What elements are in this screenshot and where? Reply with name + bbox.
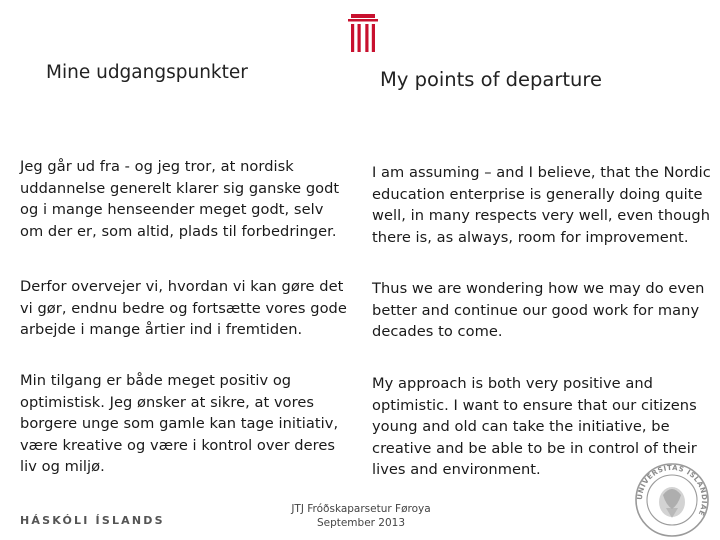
university-wordmark: HÁSKÓLI ÍSLANDS (20, 514, 165, 527)
text-line: creative and be able to be in control of their (372, 439, 697, 457)
text-line: My approach is both very positive and (372, 375, 653, 392)
paragraph-english-1 (372, 162, 711, 248)
text-line: optimistic. I want to ensure that our citizens (372, 396, 697, 414)
text-line: education enterprise is generally doing quite (372, 185, 703, 203)
text-line: lives and environment. (372, 461, 541, 479)
footer-credit (286, 502, 436, 530)
text-line: Thus we are wondering how we may do even (372, 280, 705, 297)
text-line: better and continue our good work for many (372, 301, 700, 319)
text-line: there is, as always, room for improvement. (372, 228, 689, 246)
paragraph-danish-2 (20, 276, 347, 341)
paragraph-english-2 (372, 278, 704, 343)
text-line: vi gør, endnu bedre og fortsætte vores gode (20, 299, 347, 317)
title-english: My points of departure (380, 68, 602, 91)
text-line: og i mange henseender meget godt, selv (20, 201, 324, 219)
text-line: borgere unge som gamle kan tage initiativ, (20, 415, 339, 433)
text-line: uddannelse generelt klarer sig ganske godt (20, 179, 340, 197)
text-line: Derfor overvejer vi, hvordan vi kan gøre det (20, 278, 344, 295)
text-line: optimistisk. Jeg ønsker at sikre, at vores (20, 393, 315, 411)
title-danish: Mine udgangspunkter (46, 62, 248, 83)
text-line: young and old can take the initiative, be (372, 418, 670, 436)
text-line: liv og miljø. (20, 458, 105, 476)
paragraph-danish-1 (20, 156, 339, 242)
text-line: Jeg går ud fra - og jeg tror, at nordisk (20, 158, 294, 175)
text-line: I am assuming – and I believe, that the Nordic (372, 164, 711, 181)
text-line: være kreative og være i kontrol over deres (20, 436, 336, 454)
text-line: decades to come. (372, 323, 503, 341)
date-line: September 2013 (316, 517, 406, 529)
text-line: well, in many respects very well, even though (372, 207, 711, 225)
text-line: om der er, som altid, plads til forbedringer. (20, 222, 337, 240)
seal-text: UNIVERSITAS ISLANDIAE (635, 463, 709, 518)
university-building-icon (348, 14, 378, 52)
text-line: arbejde i mange årtier ind i fremtiden. (20, 321, 303, 339)
university-seal-icon (634, 462, 710, 538)
presenter-line: JTJ Fróðskaparsetur Føroya (291, 503, 431, 515)
text-line: Min tilgang er både meget positiv og (20, 372, 292, 389)
paragraph-danish-3 (20, 370, 338, 478)
